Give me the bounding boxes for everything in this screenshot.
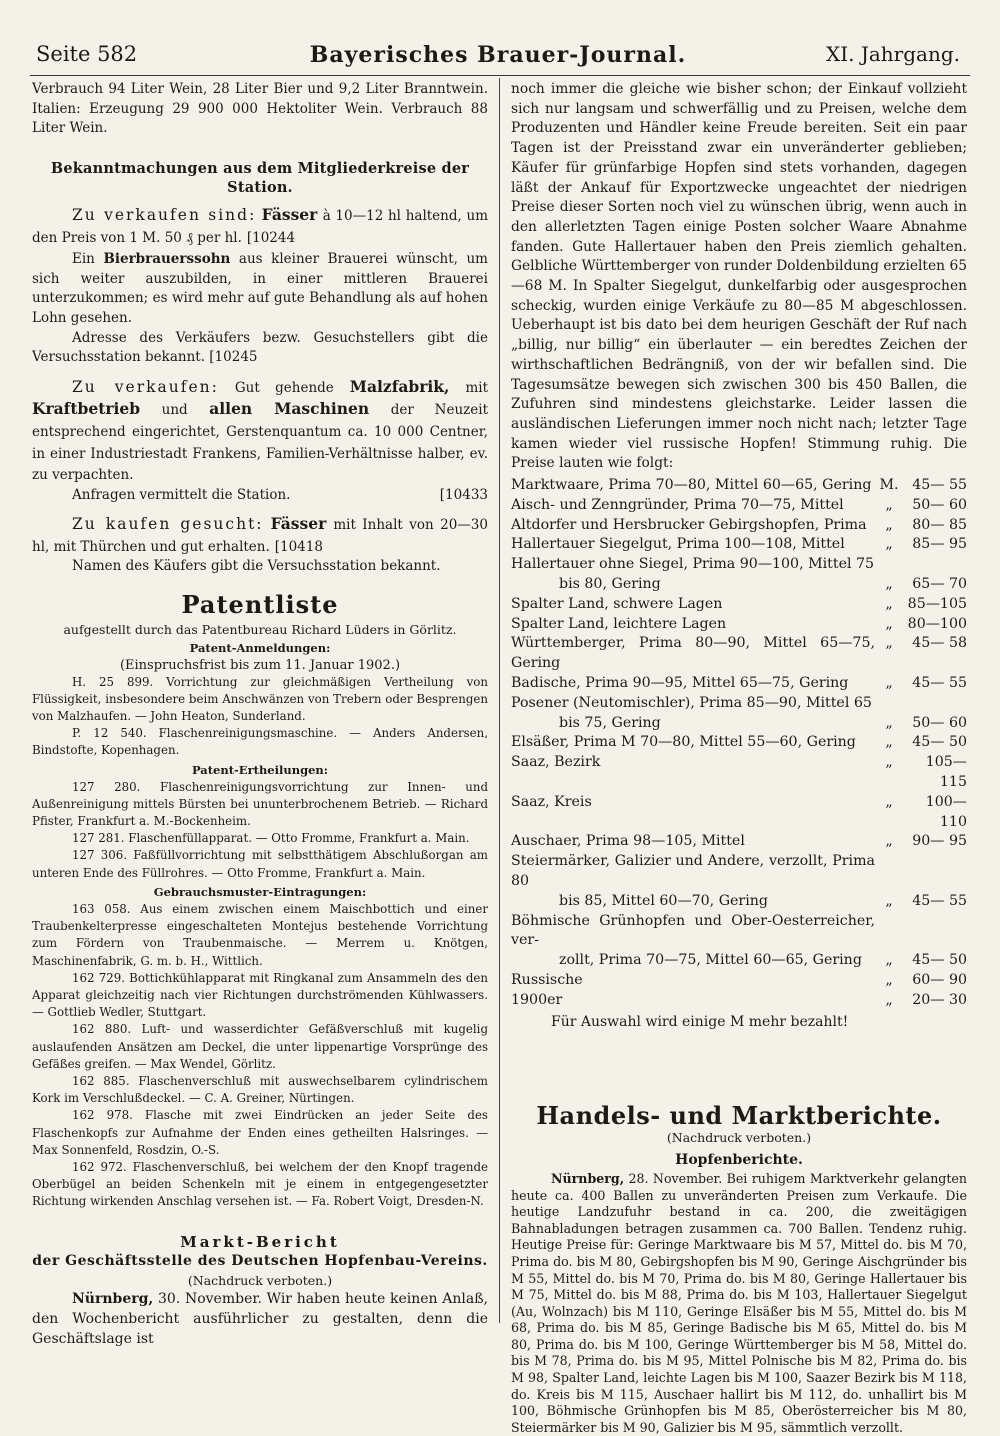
price-variety: Posener (Neutomischler), Prima 85—90, Mittel 65 [511,694,872,711]
patent-entry: 127 306. Faßfüllvorrichtung mit selbstthätigem Abschlußorgan am unteren Ende des Füllrohres. — Otto Fromme, Frankfurt a. Main. [32,848,488,880]
price-currency: „ [885,734,893,751]
price-row [511,971,967,991]
price-range: 45— 50 [912,952,967,969]
patent-entry: 127 280. Flaschenreinigungsvorrichtung zur Innen- und Außenreinigung mittels Bürsten bei ununterbrochenem Betrieb. — Richard Pfister, Frankfurt a. M.-Bockenheim. [32,779,488,829]
price-currency: „ [885,991,893,1008]
price-row [511,555,967,575]
price-currency: „ [885,952,893,969]
price-range: 90— 95 [912,833,967,850]
ad-ref: [10244 [246,229,296,246]
patent-applications [32,674,488,760]
price-range [903,555,967,575]
price-currency [875,555,903,575]
applications-label: Patent-Anmeldungen: [189,640,331,655]
price-variety: 1900er [511,991,563,1008]
ad-ref: [10418 [274,538,323,555]
price-row [511,832,967,852]
ad-text: à 10—12 hl haltend, um den Preis von 1 M. 50 ₰ per hl. [32,207,488,246]
patent-entry: 162 972. Flaschenverschluß, bei welchem der den Knopf tragende Oberbügel an beiden Schenkeln mit je einem in entgegengesetzter Richtung wirkenden Anschlag versehen ist. — Fa. Robert Voigt, Dresden-N. [32,1159,488,1209]
ad-malzfabrik [32,376,488,506]
price-range: 80— 85 [912,516,967,533]
ad-text: der Neuzeit entsprechend eingerichtet, Gerstenquantum ca. 10 000 Centner, in einer Industriestadt Frankens, Familien-Verhältnisse halber, ev. zu verpachten. [32,402,489,484]
price-table [511,476,967,1011]
price-range: 50— 60 [912,714,967,731]
price-row [511,535,967,555]
price-range: 45— 58 [912,635,967,652]
price-range [903,694,967,714]
price-variety: Marktwaare, Prima 70—80, Mittel 60—65, Gering [511,477,872,494]
patent-entry: 162 885. Flaschenverschluß mit auswechselbarem cylindrischem Kork im Verschlußdeckel. — C. A. Greiner, Nürtingen. [32,1073,488,1106]
patent-title: Patentliste [181,590,339,620]
patent-entry: 163 058. Aus einem zwischen einem Maischbottich und einer Traubenkelterpresse eingeschalteten Montejus bestehende Vorrichtung zum Fördern von Traubenmaische. — Merrem u. Knötgen, Maschinenfabrik, G. m. b. H., Wittlich. [32,901,488,968]
price-row [511,753,967,793]
price-row [511,674,967,694]
models-label: Gebrauchsmuster-Eintragungen: [153,884,367,899]
price-currency: „ [885,595,893,612]
reprint-note: (Nachdruck verboten.) [187,1272,333,1288]
price-range: 60— 90 [912,971,967,988]
ad-keyword: Kraftbetrieb [32,399,141,419]
price-currency: „ [885,536,893,553]
patent-entry: 162 978. Flasche mit zwei Eindrücken an jeder Seite des Flaschenkopfs zur Aufnahme der Enden eines getheilten Halsringes. — Max Sonnenfeld, Rosdzin, O.-S. [32,1108,488,1157]
price-range: 45— 55 [912,892,967,909]
price-variety: Aisch- und Zenngründer, Prima 70—75, Mittel [511,496,844,513]
page-number: Seite 582 [36,42,138,66]
price-currency: „ [885,793,893,810]
price-currency: M. [879,477,899,494]
patent-entry: P. 12 540. Flaschenreinigungsmaschine. — Anders Andersen, Bindstofte, Kopenhagen. [32,726,488,758]
price-row [511,634,967,674]
price-range: 65— 70 [912,576,967,593]
patent-source: aufgestellt durch das Patentbureau Richard Lüders in Görlitz. [63,621,457,637]
price-variety: Böhmische Grünhopfen und Ober-Oesterreicher, ver- [511,912,875,949]
price-variety: bis 80, Gering [559,576,661,593]
price-row [511,912,967,952]
ad-ref: [10245 [209,349,258,366]
price-currency: „ [885,675,893,692]
price-row [511,516,967,536]
price-currency: „ [885,892,893,909]
price-range: 80—100 [907,615,967,632]
price-range: 100—110 [925,793,967,830]
left-column [32,80,488,1349]
ad-keyword: Fässer [261,204,318,224]
price-row [511,575,967,595]
price-range: 105—115 [925,754,967,791]
ad-lead: Zu kaufen gesucht: [72,515,264,534]
price-range: 50— 60 [912,496,967,513]
price-note: Für Auswahl wird einige M mehr bezahlt! [551,1013,849,1030]
price-row [511,892,967,912]
price-range: 85—105 [907,595,967,612]
ad-keyword: allen Maschinen [209,399,370,419]
price-variety: Russische [511,971,583,988]
price-variety: Badische, Prima 90—95, Mittel 65—75, Gering [511,675,849,692]
ad-text: Gut gehende [234,379,334,396]
price-row [511,476,967,496]
price-currency: „ [885,714,893,731]
ad-keyword: Fässer [270,514,327,534]
price-currency: „ [885,615,893,632]
grants-label: Patent-Ertheilungen: [191,762,329,777]
market-report-title: Markt-Bericht [180,1232,340,1251]
price-row [511,615,967,635]
ad-lead: Ein [72,251,95,268]
price-currency: „ [885,516,893,533]
price-currency: „ [885,635,893,652]
price-range [903,912,967,952]
announcements-heading: Bekanntmachungen aus dem Mitgliederkreise der Station. [50,159,470,197]
price-row [511,852,967,892]
patent-entry: 127 281. Flaschenfüllapparat. — Otto Fromme, Frankfurt a. Main. [72,831,470,846]
price-variety: Elsäßer, Prima M 70—80, Mittel 55—60, Gering [511,734,856,751]
header-rule [30,75,970,76]
price-variety: Spalter Land, leichtere Lagen [511,615,727,632]
ad-text: aus kleiner Brauerei wünscht, um sich weiter auszubilden, in einer mittleren Brauerei unterzukommen; es wird mehr auf gute Behandlung als auf hohen Lohn gesehen. [32,251,488,326]
utility-models [32,901,488,1211]
ad-lead: Zu verkaufen: [72,377,219,396]
price-row [511,595,967,615]
market-report-text [32,1289,488,1349]
price-variety: bis 75, Gering [559,714,661,731]
objection-period: (Einspruchsfrist bis zum 11. Januar 1902.) [119,657,401,673]
page-header [36,42,960,72]
price-row [511,733,967,753]
price-range [903,852,967,892]
price-range: 85— 95 [912,536,967,553]
ad-keyword: Bierbrauerssohn [103,251,231,268]
ad-fasser [32,204,488,248]
hopfenberichte-heading: Hopfenberichte. [675,1152,803,1169]
journal-title: Bayerisches Brauer-Journal. [309,42,687,68]
ad-lead: Zu verkaufen sind: [72,205,257,224]
price-range: 45— 55 [912,477,967,494]
price-variety: Hallertauer ohne Siegel, Prima 90—100, Mittel 75 [511,556,875,573]
price-row [511,991,967,1011]
patent-entry: 162 880. Luft- und wasserdichter Gefäßverschluß mit kugelig auslaufenden Ansätzen am Deckel, die unter lippenartige Vorsprünge des Gefäßes greifen. — Max Wendel, Görlitz. [32,1022,488,1071]
ad-follow: Anfragen vermittelt die Station. [72,486,291,503]
ad-follow: Namen des Käufers gibt die Versuchsstation bekannt. [72,558,441,575]
price-variety: Auschaer, Prima 98—105, Mittel [511,833,745,850]
patent-entry: 162 729. Bottichkühlapparat mit Ringkanal zum Ansammeln des den Apparat gleichzeitig nach vier Richtungen durchströmenden Kühlwassers. — Gottlieb Wedler, Stuttgart. [32,970,488,1020]
price-row [511,793,967,833]
price-range: 20— 30 [912,991,967,1008]
ad-gesucht [32,513,488,577]
ad-bierbrauerssohn [32,250,488,368]
ad-text: mit [465,379,488,396]
column-divider [499,78,500,1323]
price-row [511,714,967,734]
price-currency [875,912,903,952]
handel-note: (Nachdruck verboten.) [666,1129,812,1145]
price-currency [875,852,903,892]
price-variety: Saaz, Bezirk [511,754,601,771]
price-currency [875,694,903,714]
volume-label: XI. Jahrgang. [825,42,960,66]
ad-ref: [10433 [439,486,488,503]
price-currency: „ [885,754,893,771]
price-range: 45— 50 [912,734,967,751]
price-variety: Württemberger, Prima 80—90, Mittel 65—75, Gering [511,635,875,672]
price-row [511,694,967,714]
price-currency: „ [885,971,893,988]
patent-entry: H. 25 899. Vorrichtung zur gleichmäßigen Vertheilung von Flüssigkeit, insbesondere beim Anschwänzen von Trebern oder Besprengen von Malzhaufen. — John Heaton, Sunderland. [32,674,488,724]
price-variety: Saaz, Kreis [511,793,592,810]
report-place: Nürnberg, [551,1170,625,1186]
ad-text: und [161,402,188,419]
price-variety: Spalter Land, schwere Lagen [511,595,723,612]
price-row [511,496,967,516]
price-currency: „ [885,576,893,593]
price-variety: Steiermärker, Galizier und Andere, verzollt, Prima 80 [511,853,875,889]
ad-keyword: Malzfabrik, [349,376,450,396]
market-report-subtitle: der Geschäftsstelle des Deutschen Hopfenbau-Vereins. [32,1253,488,1270]
right-column [511,80,967,1436]
price-variety: zollt, Prima 70—75, Mittel 60—65, Gering [559,952,862,969]
report-body: 28. November. Bei ruhigem Marktverkehr gelangten heute ca. 400 Ballen zu unveränderten Preisen zum Verkaufe. Die heutige Landzufuhr bestand in ca. 200, die zweitägigen Bahnabladungen betragen zusammen ca. 700 Ballen. Tendenz ruhig. Heutige Preise für: Geringe Marktwaare bis M 57, Mittel do. bis M 70, Prima do. bis M 80, Gebirgshopfen bis M 90, Geringe Aischgründer bis M 55, Mittel do. bis M 70, Prima do. bis M 80, Geringe Hallertauer bis M 75, Mittel do. bis M 88, Prima do. bis M 103, Hallertauer Siegelgut (Au, Wolnzach) bis M 110, Geringe Elsäßer bis M 55, Mittel do. bis M 68, Prima do. bis M 85, Geringe Badische bis M 65, Mittel do. bis M 80, Prima do. bis M 100, Geringe Württemberger bis M 58, Mittel do. bis M 78, Prima do. bis M 95, Mittel Polnische bis M 82, Prima do. bis M 98, Spalter Land, leichte Lagen bis M 100, Saazer Bezirk bis M 118, do. Kreis bis M 115, Auschaer hallirt bis M 112, do. unhallirt bis M 100, Böhmische Grünhopfen bis M 85, Oberösterreicher bis M 80, Steiermärker bis M 90, Galizier bis M 95, sämmtlich verzollt. [511,1170,967,1435]
report-body: 30. November. Wir haben heute keinen Anlaß, den Wochenbericht ausführlicher zu gestalten, denn die Geschäftslage ist [32,1290,489,1347]
market-report-continuation: noch immer die gleiche wie bisher schon; der Einkauf vollzieht sich nur langsam und schwerfällig und zu Preisen, welche dem Produzenten und Händler keine Freude bereiten. Seit ein paar Tagen ist der Preisstand zwar ein unveränderter geblieben; Käufer für grünfarbige Hopfen sind stets vorhanden, dagegen läßt der Ankauf für Exportzwecke ungeachtet der niedrigen Preise dieser Sorten noch viel zu wünschen übrig, wenn auch in den allerletzten Tagen einige Posten solcher Waare Abnahme fanden. Gute Hallertauer haben den Preis ziemlich gehalten. Gelbliche Württemberger von runder Doldenbildung erzielten 65—68 M. In Spalter Siegelgut, dunkelfarbig oder ausgesprochen scheckig, wurden einige Verkäufe zu 80—85 M abgeschlossen. Ueberhaupt ist bis dato bei dem heurigen Geschäft der Ruf nach „billig, nur billig“ ein überlauter — ein beredtes Zeichen der wirthschaftlichen Bedrängniß, von der wir befallen sind. Die Tagesumsätze bewegen sich zwischen 300 bis 450 Ballen, die Zufuhren sind mindestens gleichstarke. Leider lassen die ausländischen Lieferungen immer noch nicht nach; letzter Tage kamen wieder viel russische Hopfen! Stimmung ruhig. Die Preise lauten wie folgt: [511,81,967,472]
intro-paragraph: Verbrauch 94 Liter Wein, 28 Liter Bier und 9,2 Liter Branntwein. Italien: Erzeugung 29 900 000 Hektoliter Wein. Verbrauch 88 Liter Wein. [32,81,488,137]
report-place: Nürnberg, [72,1290,154,1307]
price-variety: Altdorfer und Hersbrucker Gebirgshopfen, Prima [511,516,867,533]
handel-title: Handels- und Marktberichte. [536,1101,942,1131]
price-currency: „ [885,833,893,850]
hopfen-report [511,1171,967,1436]
ad-text: mit Inhalt von 20—30 hl, mit Thürchen und gut erhalten. [32,517,488,555]
price-row [511,951,967,971]
price-currency: „ [885,496,893,513]
patent-grants [32,779,488,882]
price-variety: bis 85, Mittel 60—70, Gering [559,892,768,909]
price-variety: Hallertauer Siegelgut, Prima 100—108, Mittel [511,536,845,553]
ad-follow: Adresse des Verkäufers bezw. Gesuchstellers gibt die Versuchsstation bekannt. [32,329,488,366]
price-range: 45— 55 [912,675,967,692]
